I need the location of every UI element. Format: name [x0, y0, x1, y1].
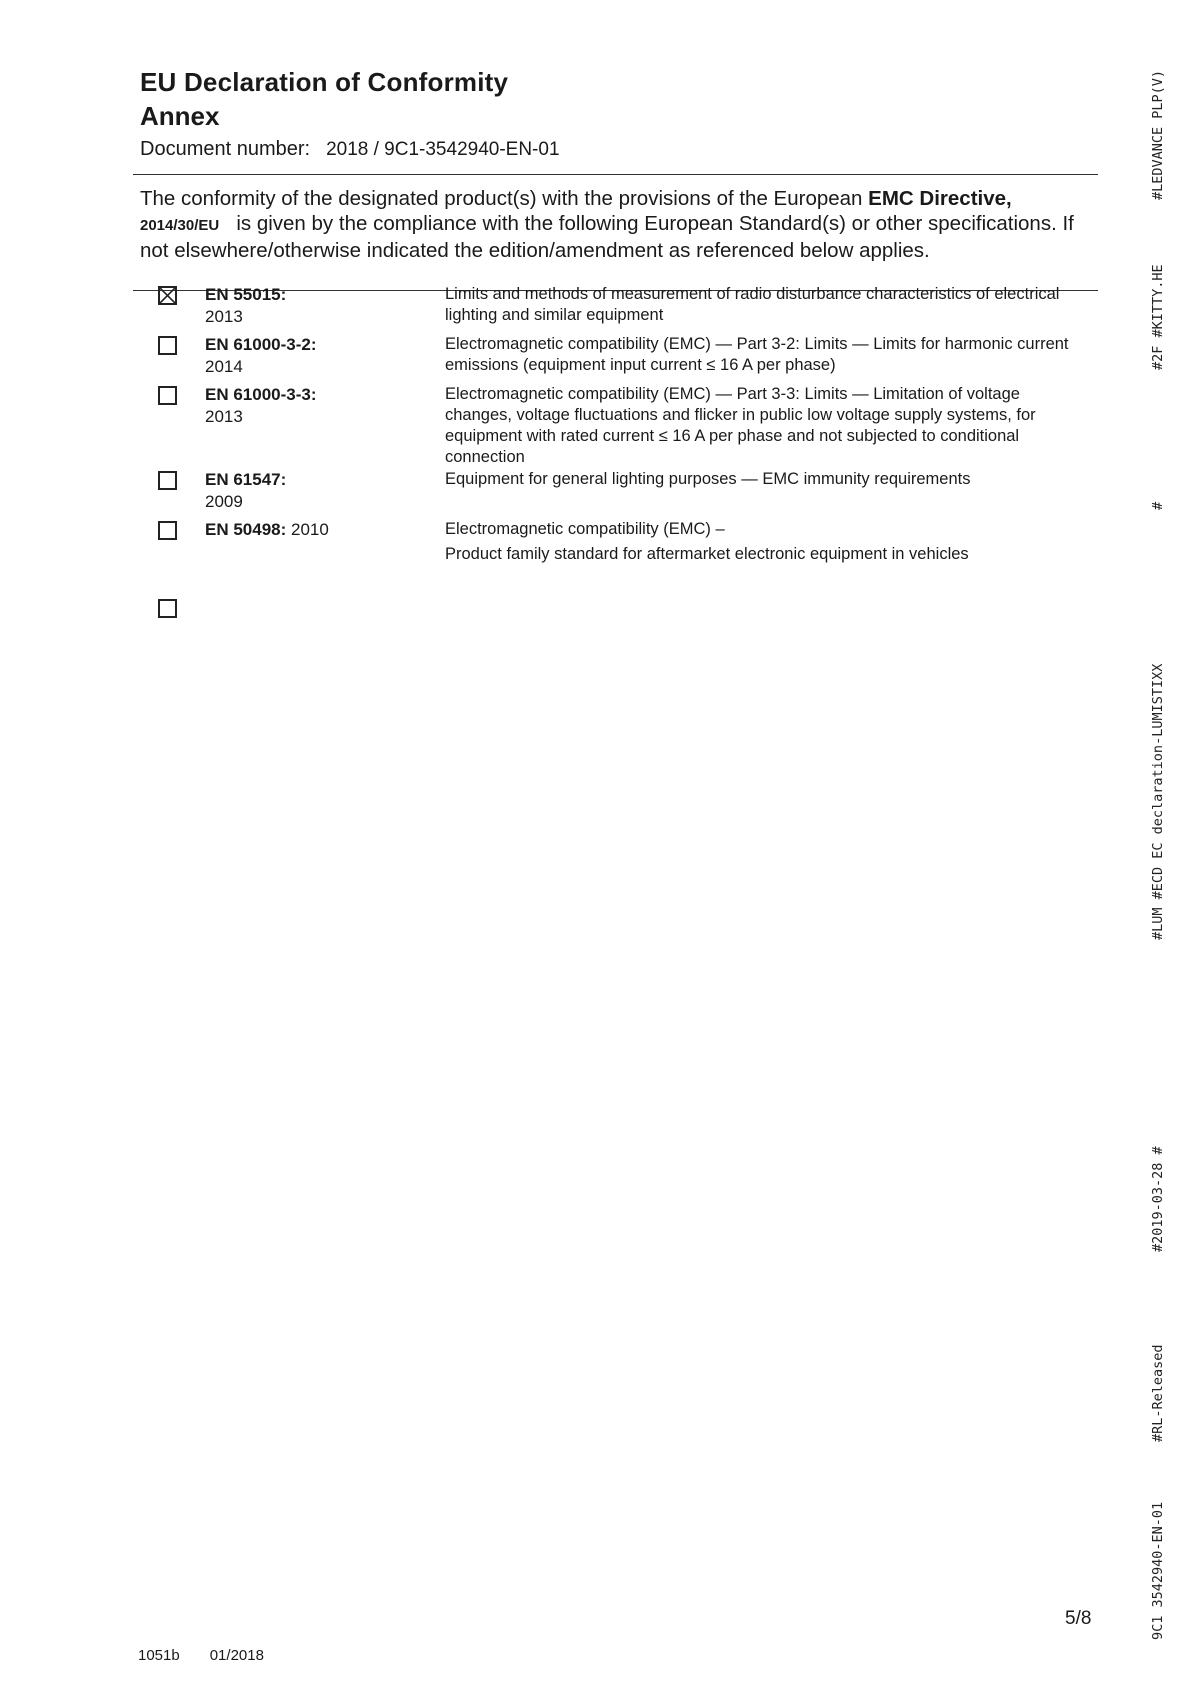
footer	[138, 1647, 264, 1664]
standard-year: 2009	[205, 492, 243, 511]
standard-row-empty	[140, 597, 1090, 621]
standard-description: Electromagnetic compatibility (EMC) — Part 3-2: Limits — Limits for harmonic current emissions (equipment input current ≤ 16 A per phase)	[445, 335, 1069, 374]
check-x-icon	[160, 288, 175, 303]
side-stamp: 9C1 3542940-EN-01	[1150, 1501, 1166, 1640]
side-stamp: #	[1150, 501, 1166, 510]
standard-row-en61547	[140, 469, 1090, 517]
standard-code: EN 55015:	[205, 285, 287, 304]
intro-text-part1: The conformity of the designated product(s) with the provisions of the European	[140, 187, 863, 210]
form-date: 01/2018	[209, 1647, 264, 1664]
document-subtitle: Annex	[140, 101, 220, 131]
standard-row-en61000-3-2	[140, 334, 1090, 382]
side-stamp: #RL-Released	[1150, 1344, 1166, 1442]
side-stamp: #LEDVANCE PLP(V)	[1150, 69, 1166, 200]
checkbox[interactable]	[158, 471, 177, 490]
standard-row-en50498	[140, 519, 1090, 567]
standard-description: Equipment for general lighting purposes — EMC immunity requirements	[445, 470, 971, 488]
description-line-1: Electromagnetic compatibility (EMC) –	[445, 520, 725, 538]
standard-year: 2010	[291, 520, 329, 539]
standard-description	[445, 519, 1090, 565]
description-line-2: Product family standard for aftermarket electronic equipment in vehicles	[445, 545, 969, 563]
document-number-label: Document number:	[140, 138, 311, 160]
checkbox-checked[interactable]	[158, 286, 177, 305]
standard-code: EN 61547:	[205, 470, 287, 489]
checkbox[interactable]	[158, 386, 177, 405]
standard-code: EN 61000-3-3:	[205, 385, 317, 404]
document-number-value: 2018 / 9C1-3542940-EN-01	[326, 139, 560, 160]
form-id: 1051b	[138, 1647, 180, 1664]
standard-description: Limits and methods of measurement of radio disturbance characteristics of electrical lighting and similar equipment	[445, 285, 1060, 324]
divider	[133, 174, 1098, 175]
document-title: EU Declaration of Conformity	[140, 67, 509, 97]
checkbox[interactable]	[158, 599, 177, 618]
standard-row-en61000-3-3	[140, 384, 1090, 468]
intro-directive-number: 2014/30/EU	[140, 217, 220, 234]
standard-code-label: EN 50498:	[205, 520, 287, 539]
side-stamp: #2019-03-28 #	[1150, 1146, 1166, 1252]
standard-code: EN 61000-3-2:	[205, 335, 317, 354]
intro-text-part2: is given by the compliance with the following European Standard(s) or other specifications. If not elsewhere/otherwise indicated the edition/amendment as referenced below applies.	[140, 212, 1074, 262]
page-number: 5/8	[1065, 1608, 1092, 1629]
side-stamp: #2F #KITTY.HE	[1150, 264, 1166, 370]
intro-paragraph	[140, 186, 1080, 263]
checkbox[interactable]	[158, 521, 177, 540]
standard-year: 2013	[205, 307, 243, 326]
standard-year: 2014	[205, 357, 243, 376]
document-number	[140, 136, 560, 163]
checkbox[interactable]	[158, 336, 177, 355]
standard-description: Electromagnetic compatibility (EMC) — Part 3-3: Limits — Limitation of voltage changes, voltage fluctuations and flicker in public low voltage supply systems, for equipment with rated current ≤ 16 A per phase and not subjected to conditional connection	[445, 385, 1036, 466]
intro-directive: EMC Directive,	[868, 187, 1012, 210]
standard-row-en55015	[140, 284, 1090, 332]
side-stamp: #LUM #ECD EC declaration-LUMISTIXX	[1150, 663, 1166, 940]
standard-code	[205, 519, 329, 541]
standard-year: 2013	[205, 407, 243, 426]
